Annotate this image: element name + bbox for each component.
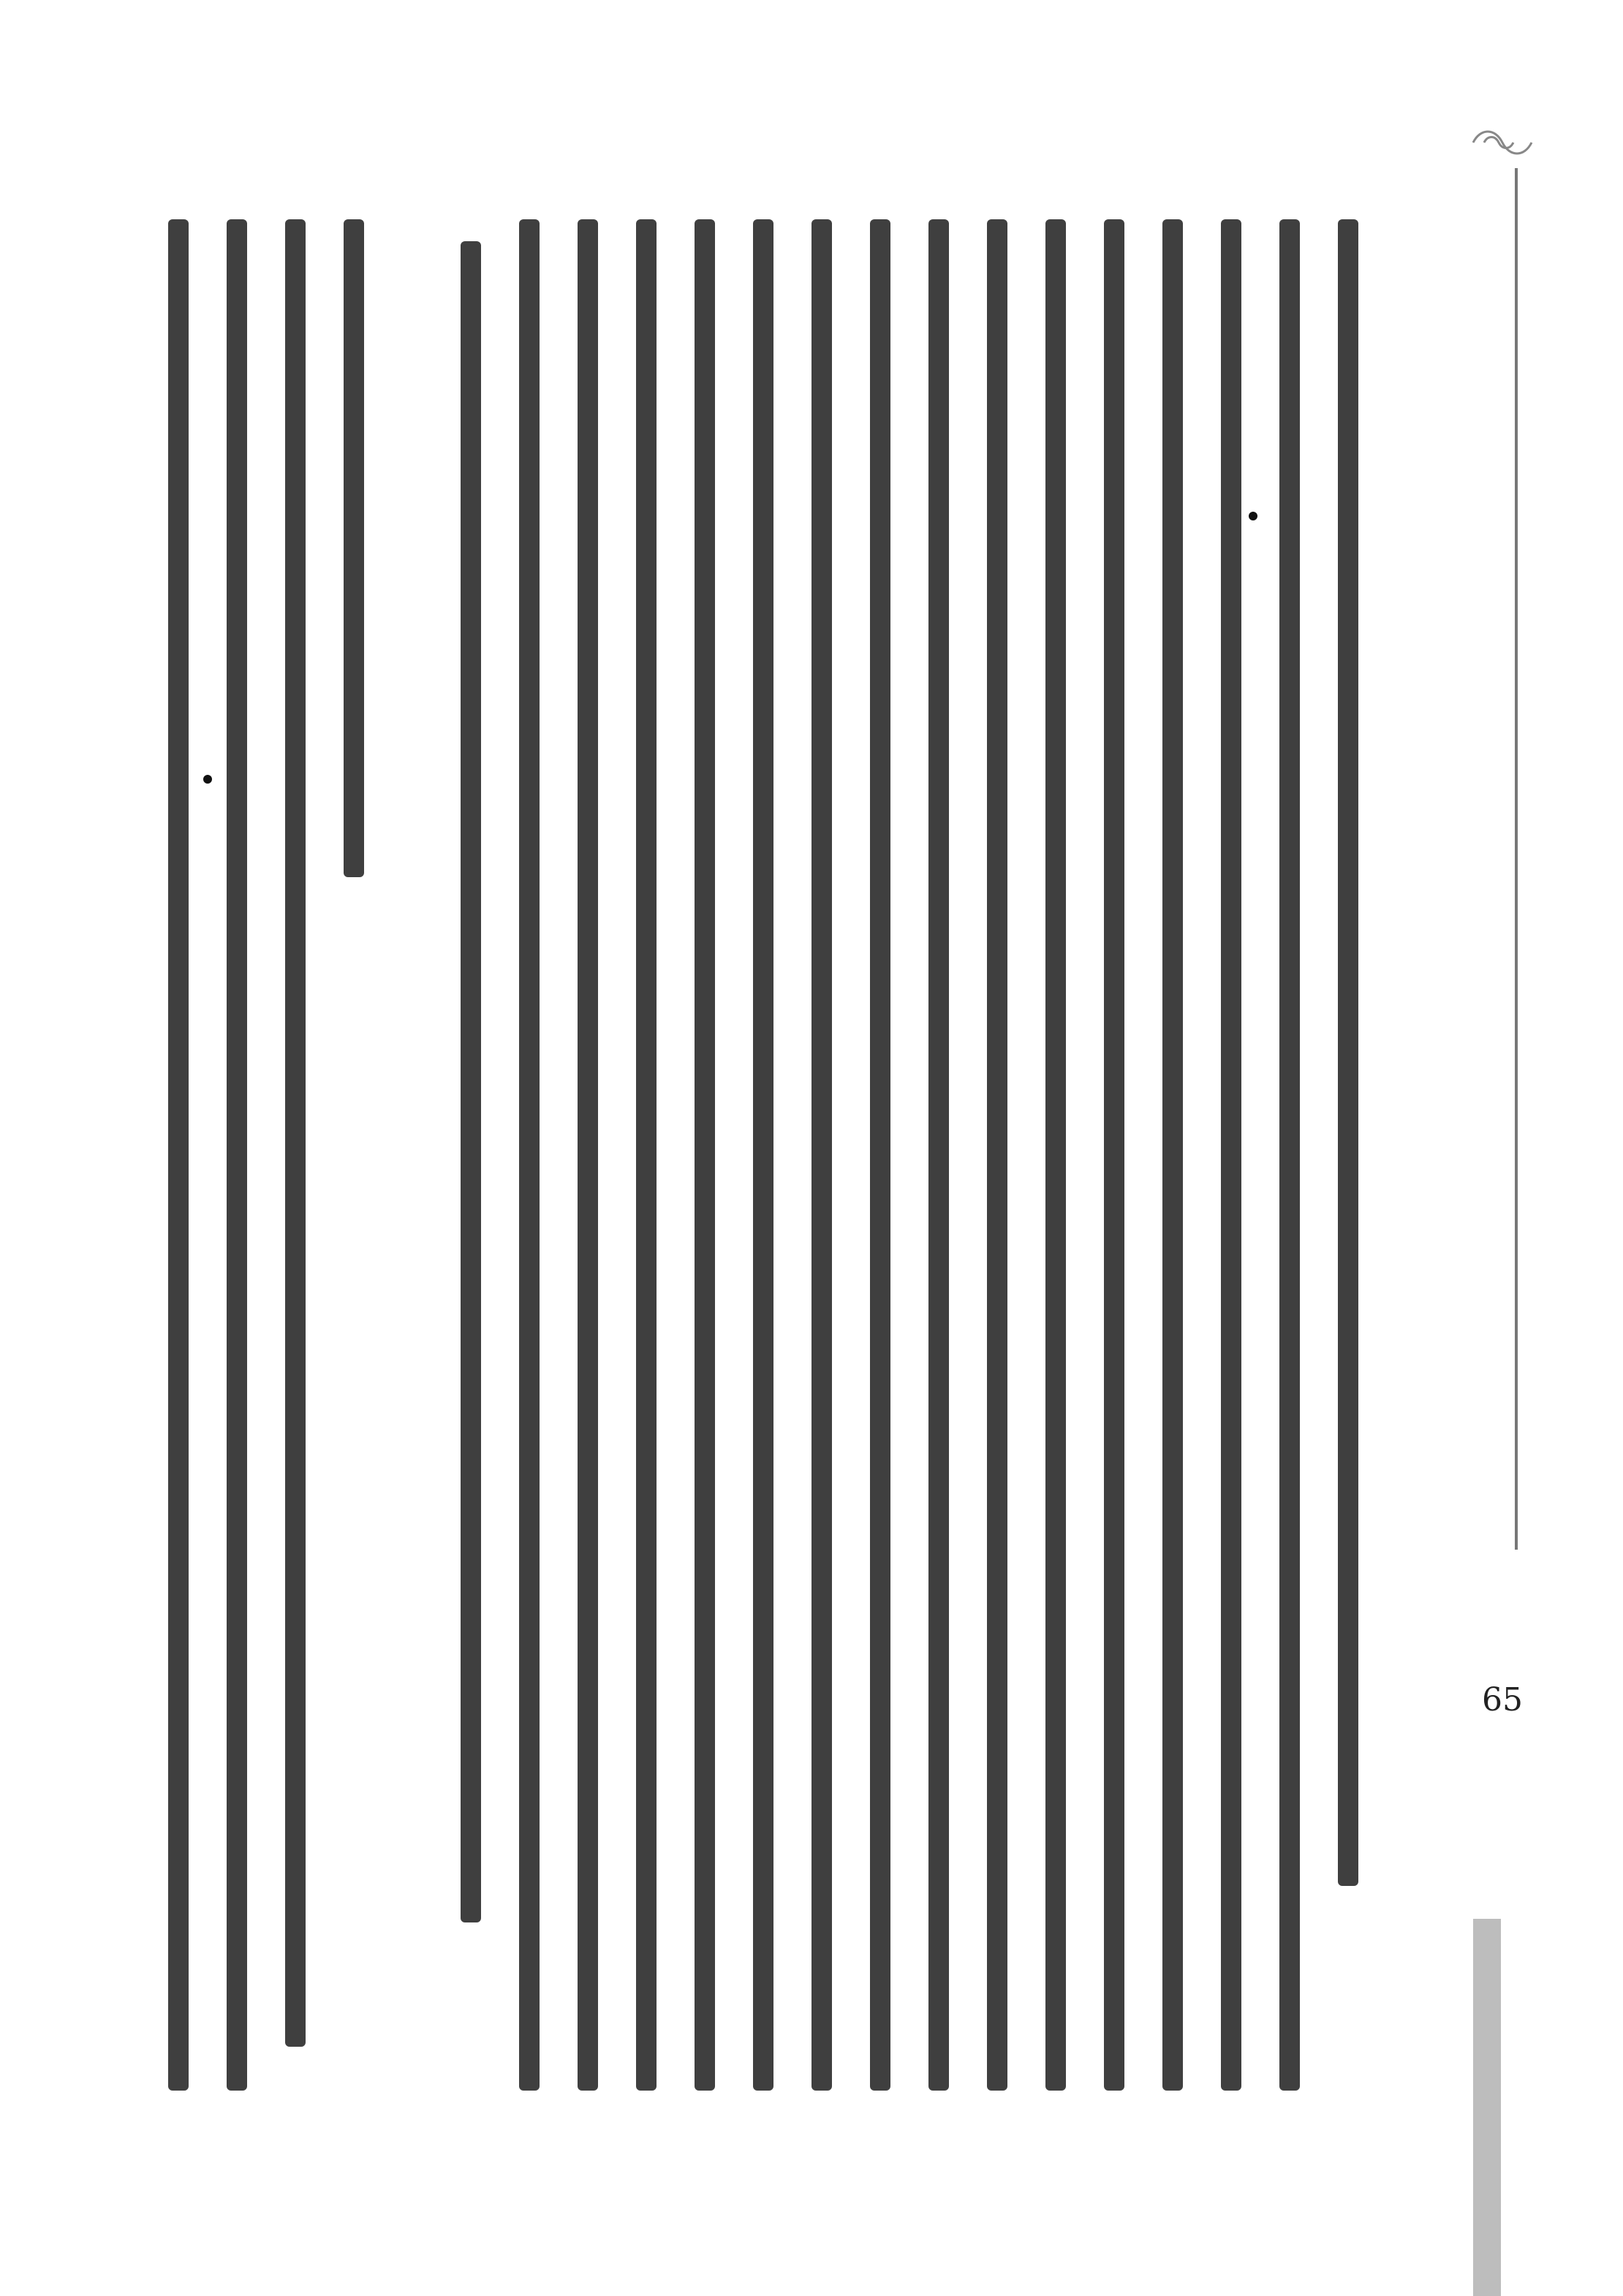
text-line <box>1162 219 1183 2091</box>
text-line <box>344 219 364 2091</box>
text-line-glyphs <box>578 219 598 2091</box>
text-line-glyphs <box>168 219 189 2091</box>
text-line-glyphs <box>1045 219 1066 2091</box>
text-line-glyphs <box>928 219 949 2091</box>
text-line-glyphs <box>227 219 247 2091</box>
text-line-glyphs <box>636 219 657 2091</box>
heading-bullet <box>1249 512 1257 520</box>
text-line <box>928 219 949 2091</box>
header-rule <box>1515 168 1518 1550</box>
text-line <box>636 219 657 2091</box>
text-line-glyphs <box>870 219 890 2091</box>
page-number: 65 <box>1482 1681 1523 1719</box>
text-line-glyphs <box>753 219 773 2091</box>
text-line-glyphs <box>1338 219 1358 1886</box>
text-line-glyphs <box>812 219 832 2091</box>
text-line <box>1104 219 1124 2091</box>
text-line-glyphs <box>461 241 481 1922</box>
page-ornament <box>1469 121 1535 164</box>
text-line <box>461 219 481 2091</box>
text-line-glyphs <box>1162 219 1183 2091</box>
page-edge-bar <box>1473 1919 1501 2296</box>
text-line <box>168 219 189 2091</box>
text-line <box>1045 219 1066 2091</box>
text-line <box>753 219 773 2091</box>
text-line-glyphs <box>285 219 306 2047</box>
text-line-glyphs <box>1279 219 1300 2091</box>
text-line <box>578 219 598 2091</box>
text-line-glyphs <box>344 219 364 877</box>
text-line <box>1221 219 1241 2091</box>
text-line-glyphs <box>987 219 1007 2091</box>
text-line <box>1338 219 1358 2091</box>
text-line <box>695 219 715 2091</box>
text-line <box>1279 219 1300 2091</box>
text-line <box>870 219 890 2091</box>
text-area <box>197 219 1455 2091</box>
text-line-glyphs <box>695 219 715 2091</box>
text-line <box>285 219 306 2091</box>
text-line <box>812 219 832 2091</box>
text-line <box>987 219 1007 2091</box>
heading-bullet <box>203 775 212 784</box>
text-line-glyphs <box>1104 219 1124 2091</box>
text-line <box>227 219 247 2091</box>
text-line-glyphs <box>519 219 540 2091</box>
text-line-glyphs <box>1221 219 1241 2091</box>
text-line <box>519 219 540 2091</box>
